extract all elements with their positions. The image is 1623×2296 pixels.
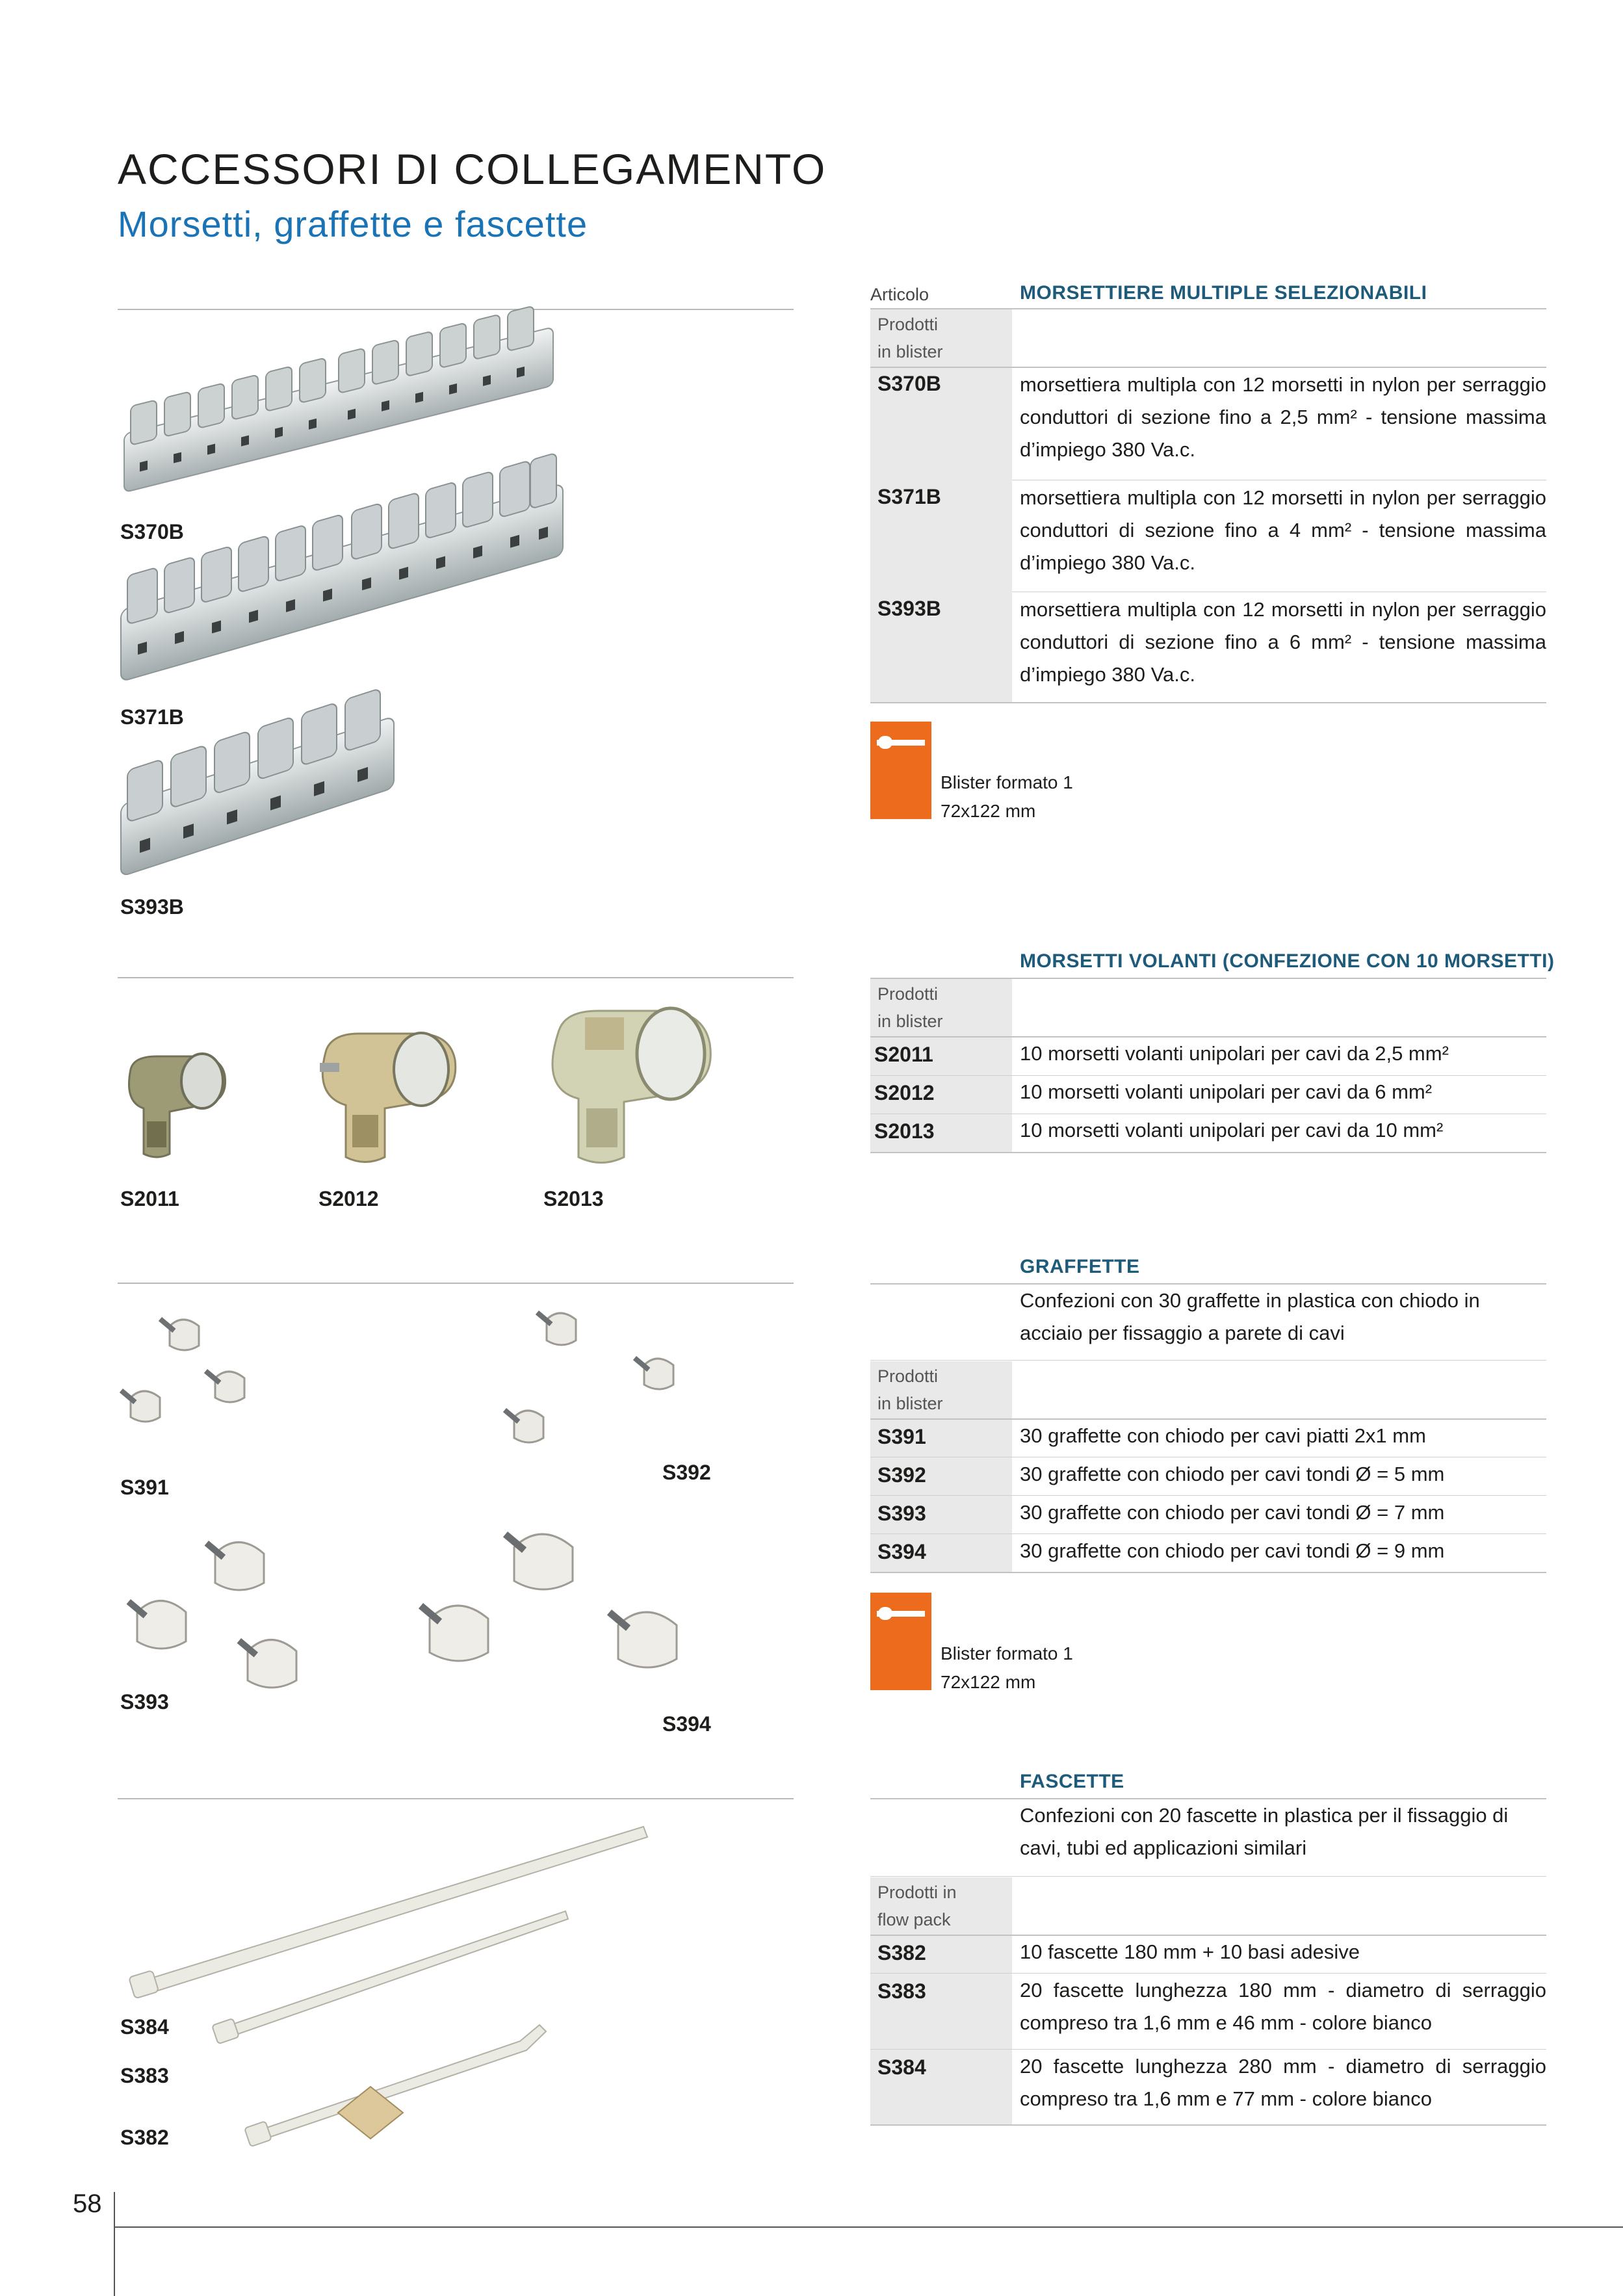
- group-label-blister: Prodotti in blister: [877, 1366, 943, 1413]
- table-rule: [870, 2049, 1546, 2050]
- footer-vertical-rule: [114, 2192, 115, 2296]
- image-label-s392: S392: [662, 1461, 711, 1484]
- section-divider: [118, 309, 794, 310]
- desc-s391: 30 graffette con chiodo per cavi piatti 2x1 mm: [1020, 1424, 1426, 1447]
- group-label-blister: Prodotti in blister: [877, 315, 943, 361]
- page-subtitle: Morsetti, graffette e fascette: [118, 203, 588, 244]
- code-s393b: S393B: [877, 597, 941, 620]
- desc-s384: 20 fascette lunghezza 280 mm - diametro di serraggio compreso tra 1,6 mm e 77 mm - colore bianco: [1020, 2055, 1546, 2110]
- code-s384: S384: [877, 2055, 926, 2079]
- group-label-blister: Prodotti in blister: [877, 984, 943, 1031]
- section-heading-morsettiere: MORSETTIERE MULTIPLE SELEZIONABILI: [1020, 282, 1427, 304]
- terminal-strip-s371b-image: [118, 468, 573, 683]
- code-s2011: S2011: [874, 1043, 933, 1066]
- desc-s394: 30 graffette con chiodo per cavi tondi Ø = 9 mm: [1020, 1539, 1445, 1562]
- wire-connector-s2013-image: [533, 998, 721, 1167]
- blister-format-label: Blister formato 1: [941, 1643, 1073, 1663]
- group-label-flow-pack: Prodotti in flow pack: [877, 1883, 957, 1929]
- image-label-s370b: S370B: [120, 520, 184, 543]
- image-label-s2011: S2011: [120, 1187, 179, 1210]
- desc-s371b: morsettiera multipla con 12 morsetti in nylon per serraggio conduttori di sezione fino a 4 mm² - tensione massima d’impiego 380 Va.c.: [1020, 486, 1546, 574]
- blister-size-label: 72x122 mm: [941, 1672, 1036, 1692]
- table-rule: [870, 1876, 1546, 1877]
- footer-horizontal-rule: [114, 2226, 1623, 2228]
- section-heading-fascette: FASCETTE: [1020, 1771, 1124, 1792]
- image-label-s383: S383: [120, 2064, 169, 2087]
- graffette-intro: Confezioni con 30 graffette in plastica con chiodo in acciaio per fissaggio a parete di cavi: [1020, 1289, 1480, 1344]
- table-rule: [870, 1533, 1546, 1534]
- cable-clips-s393-s394-image: [118, 1521, 735, 1716]
- wire-connector-s2011-image: [118, 1050, 235, 1160]
- code-s382: S382: [877, 1941, 926, 1964]
- code-s393: S393: [877, 1502, 926, 1525]
- desc-s382: 10 fascette 180 mm + 10 basi adesive: [1020, 1940, 1360, 1963]
- blister-logo-icon: [870, 722, 931, 819]
- desc-s393: 30 graffette con chiodo per cavi tondi Ø = 7 mm: [1020, 1501, 1445, 1524]
- image-label-s371b: S371B: [120, 705, 184, 729]
- code-s391: S391: [877, 1425, 926, 1448]
- section-heading-graffette: GRAFFETTE: [1020, 1256, 1140, 1277]
- table-rule: [870, 1495, 1546, 1496]
- desc-s2012: 10 morsetti volanti unipolari per cavi da 6 mm²: [1020, 1080, 1433, 1103]
- cable-clips-s391-s392-image: [118, 1300, 735, 1469]
- table-rule: [870, 1572, 1546, 1573]
- desc-s2011: 10 morsetti volanti unipolari per cavi da 2,5 mm²: [1020, 1042, 1449, 1065]
- section-divider: [118, 1283, 794, 1284]
- image-label-s2012: S2012: [318, 1187, 379, 1210]
- image-label-s2013: S2013: [543, 1187, 604, 1210]
- table-rule: [870, 702, 1546, 703]
- image-label-s394: S394: [662, 1712, 711, 1736]
- page-title: ACCESSORI DI COLLEGAMENTO: [118, 145, 827, 193]
- table-rule: [870, 1152, 1546, 1153]
- wire-connector-s2012-image: [307, 1024, 463, 1167]
- page-number: 58: [73, 2189, 102, 2218]
- code-s371b: S371B: [877, 485, 941, 508]
- code-s2012: S2012: [874, 1081, 935, 1104]
- table-rule: [870, 1973, 1546, 1974]
- blister-format-label: Blister formato 1: [941, 772, 1073, 792]
- desc-s2013: 10 morsetti volanti unipolari per cavi da 10 mm²: [1020, 1119, 1444, 1141]
- image-label-s382: S382: [120, 2126, 169, 2149]
- desc-s393b: morsettiera multipla con 12 morsetti in nylon per serraggio conduttori di sezione fino a 6 mm² - tensione massima d’impiego 380 Va.c.: [1020, 598, 1546, 686]
- desc-s383: 20 fascette lunghezza 180 mm - diametro di serraggio compreso tra 1,6 mm e 46 mm - colore bianco: [1020, 1979, 1546, 2034]
- code-s394: S394: [877, 1540, 926, 1563]
- article-column-label: Articolo: [870, 285, 929, 304]
- blister-logo-icon: [870, 1593, 931, 1690]
- code-s2013: S2013: [874, 1119, 935, 1143]
- cable-ties-image: [123, 1807, 669, 2145]
- image-label-s393: S393: [120, 1690, 169, 1714]
- blister-size-label: 72x122 mm: [941, 801, 1036, 821]
- table-rule: [870, 2124, 1546, 2126]
- code-s392: S392: [877, 1463, 926, 1487]
- code-s383: S383: [877, 1979, 926, 2003]
- fascette-intro: Confezioni con 20 fascette in plastica per il fissaggio di cavi, tubi ed applicazioni similari: [1020, 1804, 1509, 1859]
- table-rule: [870, 1360, 1546, 1361]
- section-heading-morsetti-volanti: MORSETTI VOLANTI (CONFEZIONE CON 10 MORSETTI): [1020, 950, 1555, 972]
- code-s370b: S370B: [877, 372, 941, 395]
- image-label-s384: S384: [120, 2015, 169, 2039]
- image-label-s391: S391: [120, 1476, 169, 1499]
- image-label-s393b: S393B: [120, 895, 184, 919]
- desc-s370b: morsettiera multipla con 12 morsetti in nylon per serraggio conduttori di sezione fino a 2,5 mm² - tensione massima d’impiego 380 Va.c.: [1020, 373, 1546, 461]
- desc-s392: 30 graffette con chiodo per cavi tondi Ø = 5 mm: [1020, 1463, 1445, 1485]
- table-rule: [870, 367, 1546, 368]
- section-divider: [118, 977, 794, 978]
- section-divider: [118, 1798, 794, 1799]
